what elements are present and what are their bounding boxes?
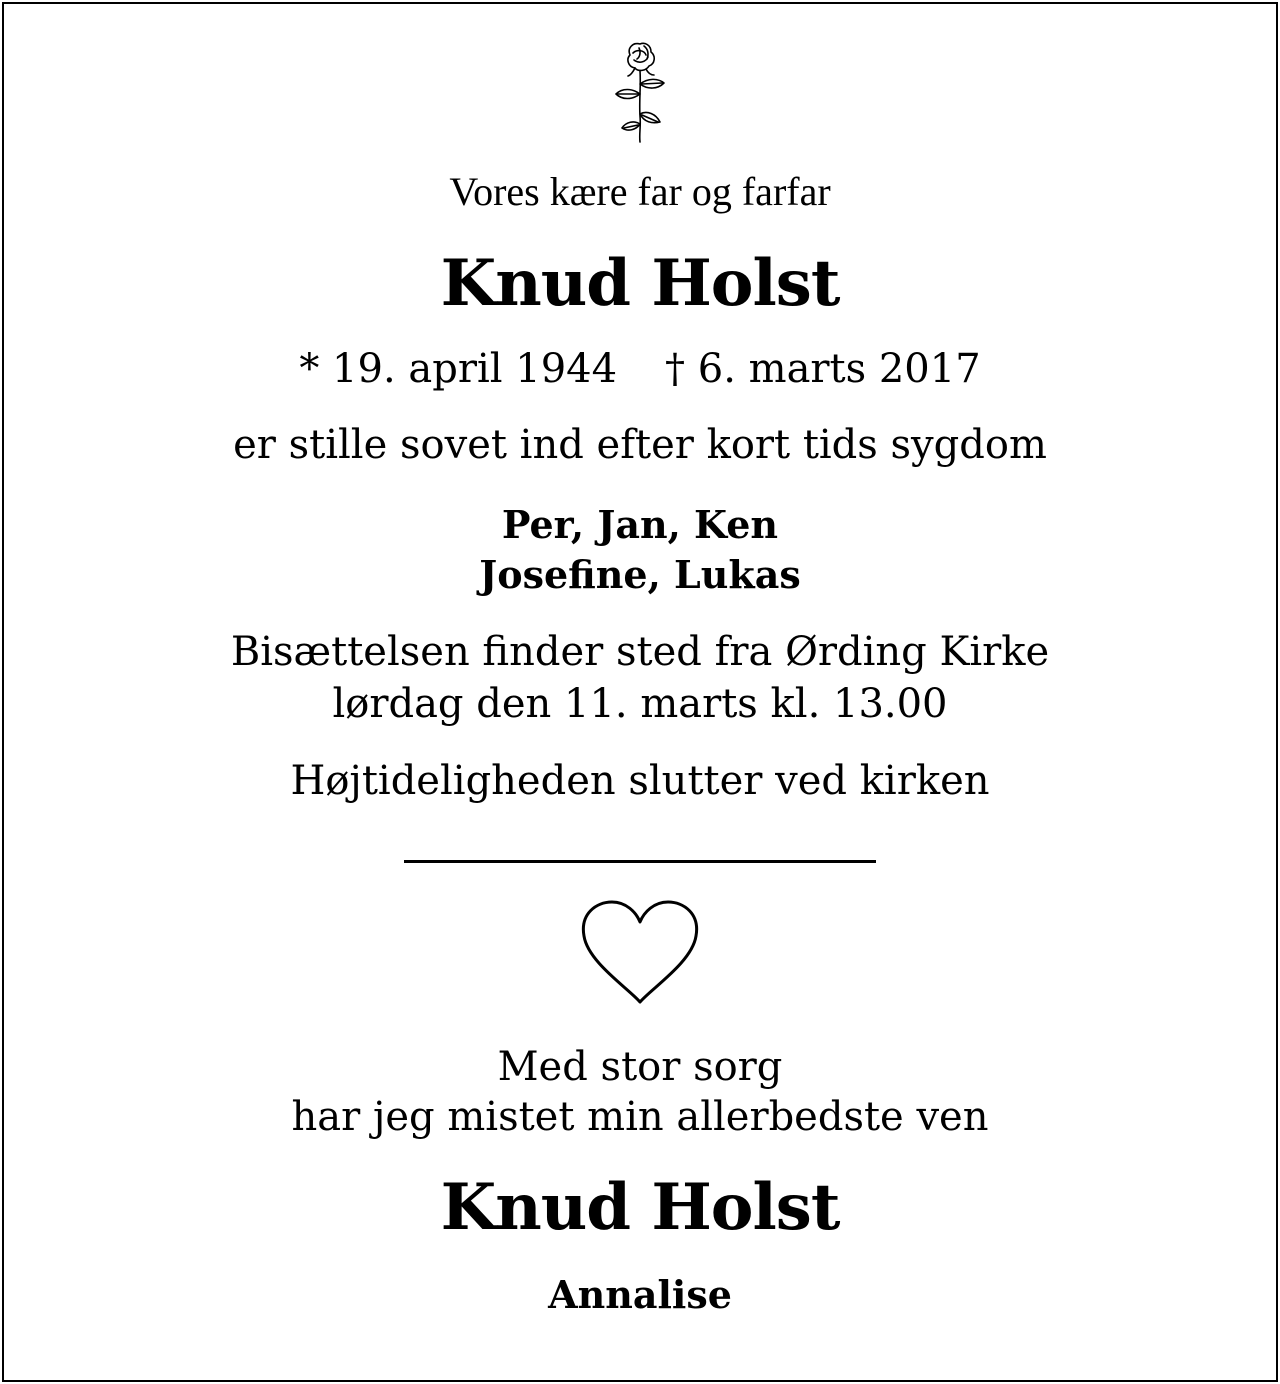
deceased-name: Knud Holst	[440, 246, 840, 321]
sorrow-line: Med stor sorg	[497, 1044, 783, 1090]
sorrow-line: har jeg mistet min allerbedste ven	[291, 1094, 989, 1140]
passing-text: er stille sovet ind efter kort tids sygdom	[233, 422, 1047, 468]
family-line: Josefine, Lukas	[479, 552, 801, 597]
rose-icon	[600, 36, 680, 146]
death-date: † 6. marts 2017	[665, 346, 981, 392]
sorrow-text	[0, 1042, 1280, 1142]
funeral-details	[0, 626, 1280, 730]
closing-text: Højtideligheden slutter ved kirken	[290, 758, 990, 804]
family-line: Per, Jan, Ken	[501, 502, 779, 547]
heart-icon	[578, 896, 702, 1008]
family-names	[0, 500, 1280, 600]
life-dates	[0, 344, 1280, 394]
intro-text: Vores kære far og farfar	[449, 169, 831, 214]
funeral-time: lørdag den 11. marts kl. 13.00	[332, 681, 948, 727]
deceased-name-second: Knud Holst	[440, 1170, 840, 1245]
section-divider	[404, 860, 876, 863]
birth-date: * 19. april 1944	[299, 346, 618, 392]
funeral-location: Bisættelsen finder sted fra Ørding Kirke	[230, 629, 1050, 675]
signer-name: Annalise	[548, 1272, 732, 1317]
